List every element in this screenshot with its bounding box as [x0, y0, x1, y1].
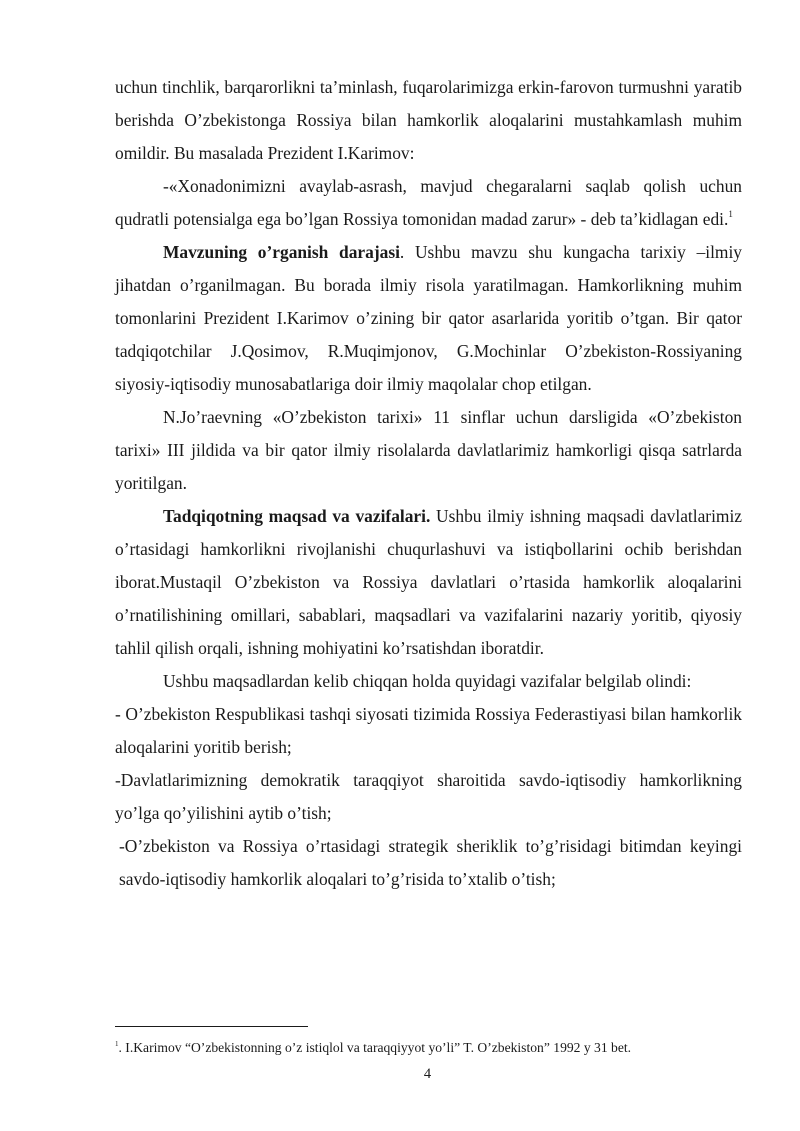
task-item-3: -O’zbekiston va Rossiya o’rtasidagi strategik sheriklik to’g’risidagi bitimdan keyingi savdo-iqtisodiy hamkorlik aloqalari to’g’risida to’xtalib o’tish; — [119, 836, 742, 889]
task-item-2: -Davlatlarimizning demokratik taraqqiyot sharoitida savdo-iqtisodiy hamkorlikning yo’lga qo’yilishini aytib o’tish; — [115, 770, 742, 823]
paragraph-quote — [115, 170, 742, 236]
body-text — [115, 71, 742, 896]
task-item-1: - O’zbekiston Respublikasi tashqi siyosati tizimida Rossiya Federastiyasi bilan hamkorlik aloqalarini yoritib berish; — [115, 704, 742, 757]
quote-text: -«Xonadonimizni avaylab-asrash, mavjud chegaralarni saqlab qolish uchun qudratli potensialga ega bo’lgan Rossiya tomonidan madad zarur» - deb ta’kidlagan edi. — [115, 176, 742, 229]
paragraph-sources: N.Jo’raevning «O’zbekiston tarixi» 11 sinflar uchun darsligida «O’zbekiston tarixi» III jildida va bir qator ilmiy risolalarda davlatlarimiz hamkorligi qisqa satrlarda yoritilgan. — [115, 407, 742, 493]
page-number: 4 — [423, 1066, 432, 1082]
section-heading-study-level: Mavzuning o’rganish darajasi — [163, 242, 400, 262]
paragraph-goals — [115, 500, 742, 665]
goals-text: Ushbu ilmiy ishning maqsadi davlatlarimiz o’rtasidagi hamkorlikni rivojlanishi chuqurlashuvi va istiqbollarini ochib berishdan iborat.Mustaqil O’zbekiston va Rossiya davlatlari o’rtasida hamkorlik aloqalarini o’rnatilishining omillari, sabablari, maqsadlari va vazifalarini nazariy yoritib, qiyosiy tahlil qilish orqali, ishning mohiyatini ko’rsatishdan iboratdir. — [115, 506, 743, 658]
footnote-marker: 1 — [115, 1040, 119, 1048]
paragraph-tasks-intro: Ushbu maqsadlardan kelib chiqqan holda quyidagi vazifalar belgilab olindi: — [163, 671, 692, 691]
footnote-text: . I.Karimov “O’zbekistonning o’z istiqlol va taraqqiyyot yo’li” T. O’zbekiston” 1992 y 31 bet. — [118, 1040, 632, 1055]
paragraph-intro: uchun tinchlik, barqarorlikni ta’minlash, fuqarolarimizga erkin-farovon turmushni yaratib berishda O’zbekistonga Rossiya bilan hamkorlik aloqalarini mustahkamlash muhim omildir. Bu masalada Prezident I.Karimov: — [115, 77, 742, 163]
paragraph-study-level — [115, 236, 742, 401]
section-heading-goals: Tadqiqotning maqsad va vazifalari. — [163, 506, 431, 526]
footnote — [115, 1039, 755, 1057]
footnote-reference[interactable]: 1 — [728, 209, 733, 219]
study-level-text: . Ushbu mavzu shu kungacha tarixiy –ilmiy jihatdan o’rganilmagan. Bu borada ilmiy risola yaratilmagan. Hamkorlikning muhim tomonlarini Prezident I.Karimov o’zining bir qator asarlarida yoritib o’tgan. Bir qator tadqiqotchilar J.Qosimov, R.Muqimjonov, G.Mochinlar O’zbekiston-Rossiyaning siyosiy-iqtisodiy munosabatlariga doir ilmiy maqolalar chop etilgan. — [115, 242, 742, 394]
footnote-separator — [115, 1026, 308, 1027]
